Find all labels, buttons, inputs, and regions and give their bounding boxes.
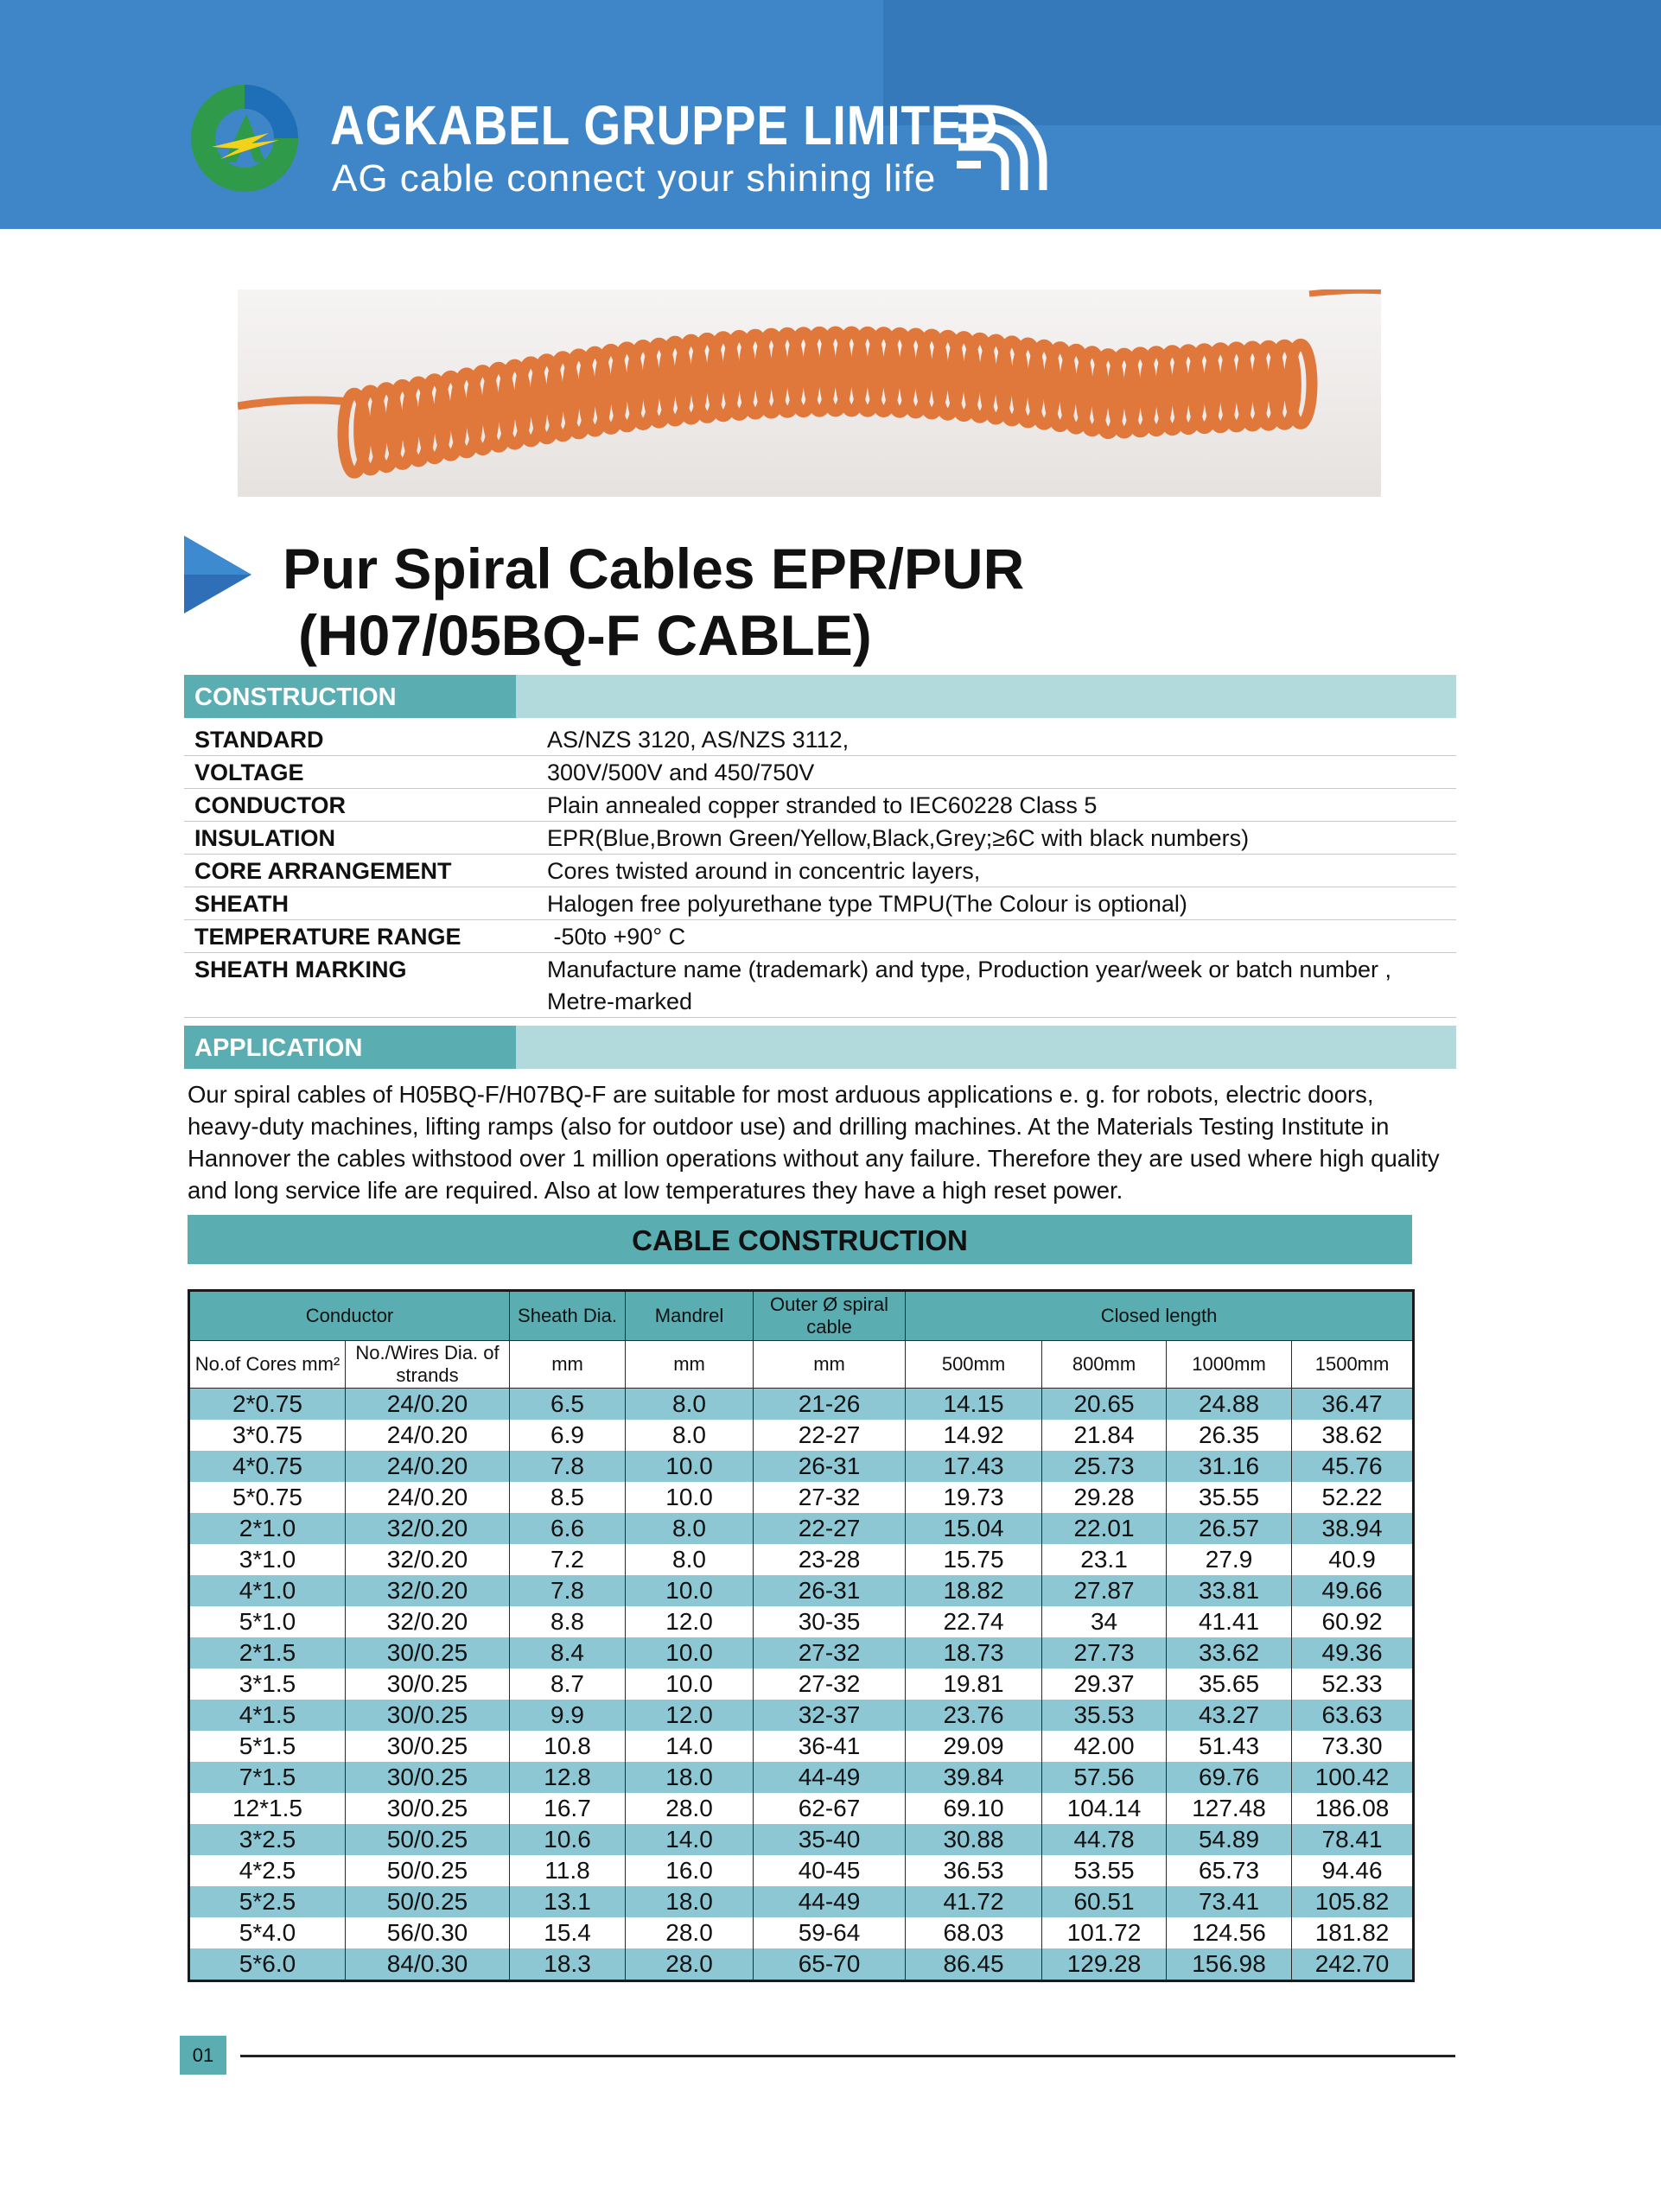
table-cell: 3*1.0 bbox=[189, 1544, 346, 1575]
table-row bbox=[189, 1669, 1414, 1700]
table-row bbox=[189, 1389, 1414, 1421]
table-cell: 43.27 bbox=[1167, 1700, 1292, 1731]
table-cell: 26.57 bbox=[1167, 1513, 1292, 1544]
table-row bbox=[189, 1855, 1414, 1886]
table-cell: 68.03 bbox=[906, 1917, 1042, 1948]
spec-row-sheath bbox=[184, 887, 1456, 920]
table-cell: 21-26 bbox=[754, 1389, 906, 1421]
table-cell: 7.8 bbox=[510, 1451, 626, 1482]
table-cell: 124.56 bbox=[1167, 1917, 1292, 1948]
table-cell: 28.0 bbox=[626, 1948, 754, 1981]
footer-rule bbox=[240, 2055, 1455, 2057]
table-cell: 5*1.0 bbox=[189, 1606, 346, 1637]
table-cell: 104.14 bbox=[1042, 1793, 1167, 1824]
spec-value: AS/NZS 3120, AS/NZS 3112, bbox=[547, 727, 850, 753]
signal-wave-icon bbox=[955, 102, 1050, 193]
spec-key: STANDARD bbox=[194, 727, 324, 753]
table-cell: 39.84 bbox=[906, 1762, 1042, 1793]
table-cell: 8.0 bbox=[626, 1389, 754, 1421]
table-cell: 5*2.5 bbox=[189, 1886, 346, 1917]
application-line: Our spiral cables of H05BQ-F/H07BQ-F are suitable for most arduous applications e. g. for robots, electric doors, bbox=[188, 1081, 1374, 1108]
table-cell: 7.2 bbox=[510, 1544, 626, 1575]
table-cell: 27-32 bbox=[754, 1669, 906, 1700]
table-cell: 24/0.20 bbox=[346, 1420, 510, 1451]
table-cell: 10.8 bbox=[510, 1731, 626, 1762]
header-unit-mm: mm bbox=[754, 1341, 906, 1389]
table-cell: 10.0 bbox=[626, 1482, 754, 1513]
page-title-line1: Pur Spiral Cables EPR/PUR bbox=[283, 537, 1025, 601]
table-cell: 8.8 bbox=[510, 1606, 626, 1637]
spec-value: EPR(Blue,Brown Green/Yellow,Black,Grey;≥6C with black numbers) bbox=[547, 825, 1250, 851]
table-cell: 127.48 bbox=[1167, 1793, 1292, 1824]
spec-value-continued: Metre-marked bbox=[547, 988, 693, 1014]
table-cell: 156.98 bbox=[1167, 1948, 1292, 1981]
header-wires-dia: No./Wires Dia. of strands bbox=[346, 1341, 510, 1389]
table-cell: 6.9 bbox=[510, 1420, 626, 1451]
table-cell: 186.08 bbox=[1292, 1793, 1414, 1824]
table-cell: 30-35 bbox=[754, 1606, 906, 1637]
header-1000mm: 1000mm bbox=[1167, 1341, 1292, 1389]
table-cell: 27.73 bbox=[1042, 1637, 1167, 1669]
table-cell: 78.41 bbox=[1292, 1824, 1414, 1855]
spiral-cable-photo bbox=[238, 289, 1381, 497]
table-cell: 8.0 bbox=[626, 1420, 754, 1451]
company-tagline: AG cable connect your shining life bbox=[332, 157, 937, 200]
table-cell: 8.0 bbox=[626, 1513, 754, 1544]
header-conductor: Conductor bbox=[189, 1291, 510, 1341]
table-cell: 54.89 bbox=[1167, 1824, 1292, 1855]
header-500mm: 500mm bbox=[906, 1341, 1042, 1389]
table-cell: 19.73 bbox=[906, 1482, 1042, 1513]
table-cell: 5*0.75 bbox=[189, 1482, 346, 1513]
application-line: and long service life are required. Also at low temperatures they have a high reset power. bbox=[188, 1177, 1123, 1204]
table-cell: 50/0.25 bbox=[346, 1824, 510, 1855]
table-cell: 16.7 bbox=[510, 1793, 626, 1824]
table-cell: 44-49 bbox=[754, 1886, 906, 1917]
table-row bbox=[189, 1917, 1414, 1948]
spec-key: CORE ARRANGEMENT bbox=[194, 858, 452, 884]
header-unit-mm: mm bbox=[510, 1341, 626, 1389]
table-cell: 26-31 bbox=[754, 1575, 906, 1606]
table-row bbox=[189, 1948, 1414, 1981]
table-header-row-1 bbox=[189, 1291, 1414, 1341]
table-cell: 30/0.25 bbox=[346, 1669, 510, 1700]
table-cell: 26-31 bbox=[754, 1451, 906, 1482]
table-cell: 22.74 bbox=[906, 1606, 1042, 1637]
spec-row-standard bbox=[184, 723, 1456, 756]
table-cell: 10.6 bbox=[510, 1824, 626, 1855]
application-section-bar bbox=[184, 1026, 1456, 1069]
table-cell: 32/0.20 bbox=[346, 1513, 510, 1544]
table-cell: 10.0 bbox=[626, 1575, 754, 1606]
table-cell: 11.8 bbox=[510, 1855, 626, 1886]
cable-construction-table bbox=[188, 1289, 1415, 1982]
header-unit-mm: mm bbox=[626, 1341, 754, 1389]
table-cell: 30/0.25 bbox=[346, 1700, 510, 1731]
header-no-of-cores: No.of Cores mm² bbox=[189, 1341, 346, 1389]
spec-row-voltage bbox=[184, 756, 1456, 789]
table-body bbox=[189, 1389, 1414, 1981]
table-cell: 5*1.5 bbox=[189, 1731, 346, 1762]
page-title-line2: (H07/05BQ-F CABLE) bbox=[298, 603, 872, 667]
table-cell: 35.53 bbox=[1042, 1700, 1167, 1731]
table-cell: 3*2.5 bbox=[189, 1824, 346, 1855]
table-cell: 22.01 bbox=[1042, 1513, 1167, 1544]
table-cell: 52.22 bbox=[1292, 1482, 1414, 1513]
table-cell: 73.41 bbox=[1167, 1886, 1292, 1917]
table-cell: 53.55 bbox=[1042, 1855, 1167, 1886]
table-cell: 26.35 bbox=[1167, 1420, 1292, 1451]
table-cell: 62-67 bbox=[754, 1793, 906, 1824]
table-cell: 2*1.5 bbox=[189, 1637, 346, 1669]
table-cell: 8.5 bbox=[510, 1482, 626, 1513]
table-cell: 16.0 bbox=[626, 1855, 754, 1886]
table-cell: 40.9 bbox=[1292, 1544, 1414, 1575]
spec-value: Manufacture name (trademark) and type, Production year/week or batch number , bbox=[547, 957, 1391, 982]
table-cell: 27.87 bbox=[1042, 1575, 1167, 1606]
table-cell: 44-49 bbox=[754, 1762, 906, 1793]
table-row bbox=[189, 1731, 1414, 1762]
title-arrow-icon bbox=[184, 536, 253, 613]
table-cell: 31.16 bbox=[1167, 1451, 1292, 1482]
table-cell: 2*1.0 bbox=[189, 1513, 346, 1544]
table-cell: 35-40 bbox=[754, 1824, 906, 1855]
table-cell: 34 bbox=[1042, 1606, 1167, 1637]
table-cell: 15.04 bbox=[906, 1513, 1042, 1544]
table-cell: 41.41 bbox=[1167, 1606, 1292, 1637]
table-cell: 57.56 bbox=[1042, 1762, 1167, 1793]
table-row bbox=[189, 1606, 1414, 1637]
table-cell: 15.75 bbox=[906, 1544, 1042, 1575]
table-cell: 38.62 bbox=[1292, 1420, 1414, 1451]
construction-section-bar bbox=[184, 675, 1456, 718]
table-row bbox=[189, 1420, 1414, 1451]
table-cell: 32/0.20 bbox=[346, 1544, 510, 1575]
table-cell: 42.00 bbox=[1042, 1731, 1167, 1762]
spec-value: Halogen free polyurethane type TMPU(The Colour is optional) bbox=[547, 891, 1187, 917]
table-cell: 23.76 bbox=[906, 1700, 1042, 1731]
table-cell: 69.76 bbox=[1167, 1762, 1292, 1793]
table-cell: 60.51 bbox=[1042, 1886, 1167, 1917]
table-cell: 49.36 bbox=[1292, 1637, 1414, 1669]
table-cell: 33.62 bbox=[1167, 1637, 1292, 1669]
table-cell: 4*0.75 bbox=[189, 1451, 346, 1482]
table-cell: 69.10 bbox=[906, 1793, 1042, 1824]
table-cell: 32/0.20 bbox=[346, 1606, 510, 1637]
table-cell: 14.0 bbox=[626, 1824, 754, 1855]
table-row bbox=[189, 1482, 1414, 1513]
table-cell: 105.82 bbox=[1292, 1886, 1414, 1917]
table-cell: 73.30 bbox=[1292, 1731, 1414, 1762]
spec-key: SHEATH MARKING bbox=[194, 957, 407, 982]
table-cell: 50/0.25 bbox=[346, 1855, 510, 1886]
table-cell: 30/0.25 bbox=[346, 1731, 510, 1762]
table-cell: 12.0 bbox=[626, 1606, 754, 1637]
table-cell: 242.70 bbox=[1292, 1948, 1414, 1981]
table-cell: 36.47 bbox=[1292, 1389, 1414, 1421]
table-cell: 18.0 bbox=[626, 1886, 754, 1917]
table-cell: 50/0.25 bbox=[346, 1886, 510, 1917]
construction-spec-list bbox=[184, 723, 1456, 1018]
header-closed-length: Closed length bbox=[906, 1291, 1414, 1341]
table-cell: 22-27 bbox=[754, 1513, 906, 1544]
table-cell: 18.0 bbox=[626, 1762, 754, 1793]
table-cell: 10.0 bbox=[626, 1451, 754, 1482]
table-cell: 38.94 bbox=[1292, 1513, 1414, 1544]
table-cell: 5*6.0 bbox=[189, 1948, 346, 1981]
table-cell: 25.73 bbox=[1042, 1451, 1167, 1482]
table-row bbox=[189, 1824, 1414, 1855]
spec-value: Plain annealed copper stranded to IEC60228 Class 5 bbox=[547, 792, 1098, 818]
table-cell: 18.73 bbox=[906, 1637, 1042, 1669]
table-cell: 2*0.75 bbox=[189, 1389, 346, 1421]
company-logo-icon bbox=[186, 79, 303, 197]
table-cell: 7.8 bbox=[510, 1575, 626, 1606]
table-cell: 20.65 bbox=[1042, 1389, 1167, 1421]
spec-key: TEMPERATURE RANGE bbox=[194, 924, 461, 950]
table-cell: 49.66 bbox=[1292, 1575, 1414, 1606]
spec-row-conductor bbox=[184, 789, 1456, 822]
table-cell: 23-28 bbox=[754, 1544, 906, 1575]
table-cell: 30/0.25 bbox=[346, 1793, 510, 1824]
header-800mm: 800mm bbox=[1042, 1341, 1167, 1389]
table-cell: 36.53 bbox=[906, 1855, 1042, 1886]
spec-row-core-arrangement bbox=[184, 855, 1456, 887]
table-cell: 18.3 bbox=[510, 1948, 626, 1981]
header-band bbox=[0, 0, 1661, 229]
table-cell: 17.43 bbox=[906, 1451, 1042, 1482]
header-outer-diameter: Outer Ø spiral cable bbox=[754, 1291, 906, 1341]
table-cell: 41.72 bbox=[906, 1886, 1042, 1917]
spec-key: VOLTAGE bbox=[194, 760, 304, 785]
table-row bbox=[189, 1513, 1414, 1544]
table-cell: 101.72 bbox=[1042, 1917, 1167, 1948]
table-cell: 15.4 bbox=[510, 1917, 626, 1948]
company-name: AGKABEL GRUPPE LIMITED bbox=[330, 94, 999, 156]
table-cell: 23.1 bbox=[1042, 1544, 1167, 1575]
table-cell: 10.0 bbox=[626, 1669, 754, 1700]
spec-key: INSULATION bbox=[194, 825, 335, 851]
table-cell: 32/0.20 bbox=[346, 1575, 510, 1606]
table-caption: CABLE CONSTRUCTION bbox=[188, 1215, 1412, 1264]
table-cell: 19.81 bbox=[906, 1669, 1042, 1700]
table-cell: 94.46 bbox=[1292, 1855, 1414, 1886]
table-cell: 30/0.25 bbox=[346, 1762, 510, 1793]
table-cell: 24/0.20 bbox=[346, 1389, 510, 1421]
table-cell: 29.28 bbox=[1042, 1482, 1167, 1513]
application-label: APPLICATION bbox=[184, 1026, 516, 1069]
table-cell: 14.0 bbox=[626, 1731, 754, 1762]
table-cell: 129.28 bbox=[1042, 1948, 1167, 1981]
table-cell: 40-45 bbox=[754, 1855, 906, 1886]
table-cell: 30/0.25 bbox=[346, 1637, 510, 1669]
table-cell: 30.88 bbox=[906, 1824, 1042, 1855]
table-cell: 27.9 bbox=[1167, 1544, 1292, 1575]
table-cell: 5*4.0 bbox=[189, 1917, 346, 1948]
table-cell: 12.8 bbox=[510, 1762, 626, 1793]
application-line: heavy-duty machines, lifting ramps (also for outdoor use) and drilling machines. At the Materials Testing Institute in bbox=[188, 1113, 1390, 1140]
table-cell: 4*2.5 bbox=[189, 1855, 346, 1886]
table-cell: 27-32 bbox=[754, 1482, 906, 1513]
table-cell: 35.65 bbox=[1167, 1669, 1292, 1700]
table-cell: 4*1.0 bbox=[189, 1575, 346, 1606]
spec-value: Cores twisted around in concentric layers, bbox=[547, 858, 981, 884]
spec-key: SHEATH bbox=[194, 891, 290, 917]
application-line: Hannover the cables withstood over 1 million operations without any failure. Therefore they are used where high quality bbox=[188, 1145, 1440, 1172]
spec-row-temperature-range bbox=[184, 920, 1456, 953]
application-paragraph bbox=[188, 1078, 1458, 1206]
table-row bbox=[189, 1793, 1414, 1824]
header-1500mm: 1500mm bbox=[1292, 1341, 1414, 1389]
table-cell: 84/0.30 bbox=[346, 1948, 510, 1981]
table-cell: 7*1.5 bbox=[189, 1762, 346, 1793]
table-cell: 52.33 bbox=[1292, 1669, 1414, 1700]
table-cell: 12.0 bbox=[626, 1700, 754, 1731]
table-row bbox=[189, 1700, 1414, 1731]
spec-row-sheath-marking bbox=[184, 953, 1456, 1018]
spec-value: -50to +90° C bbox=[547, 924, 686, 950]
table-cell: 181.82 bbox=[1292, 1917, 1414, 1948]
table-cell: 45.76 bbox=[1292, 1451, 1414, 1482]
header-mandrel: Mandrel bbox=[626, 1291, 754, 1341]
table-cell: 24/0.20 bbox=[346, 1451, 510, 1482]
header-sheath-dia: Sheath Dia. bbox=[510, 1291, 626, 1341]
table-cell: 8.4 bbox=[510, 1637, 626, 1669]
table-row bbox=[189, 1451, 1414, 1482]
table-cell: 65-70 bbox=[754, 1948, 906, 1981]
table-cell: 29.37 bbox=[1042, 1669, 1167, 1700]
table-cell: 29.09 bbox=[906, 1731, 1042, 1762]
spec-row-insulation bbox=[184, 822, 1456, 855]
table-row bbox=[189, 1575, 1414, 1606]
table-cell: 28.0 bbox=[626, 1793, 754, 1824]
table-cell: 8.7 bbox=[510, 1669, 626, 1700]
table-cell: 36-41 bbox=[754, 1731, 906, 1762]
table-cell: 21.84 bbox=[1042, 1420, 1167, 1451]
table-cell: 8.0 bbox=[626, 1544, 754, 1575]
table-cell: 22-27 bbox=[754, 1420, 906, 1451]
table-cell: 18.82 bbox=[906, 1575, 1042, 1606]
table-cell: 63.63 bbox=[1292, 1700, 1414, 1731]
table-cell: 24/0.20 bbox=[346, 1482, 510, 1513]
table-header-row-2 bbox=[189, 1341, 1414, 1389]
table-cell: 4*1.5 bbox=[189, 1700, 346, 1731]
table-cell: 56/0.30 bbox=[346, 1917, 510, 1948]
table-cell: 3*1.5 bbox=[189, 1669, 346, 1700]
table-cell: 35.55 bbox=[1167, 1482, 1292, 1513]
table-cell: 28.0 bbox=[626, 1917, 754, 1948]
table-row bbox=[189, 1762, 1414, 1793]
table-cell: 24.88 bbox=[1167, 1389, 1292, 1421]
table-cell: 33.81 bbox=[1167, 1575, 1292, 1606]
table-cell: 60.92 bbox=[1292, 1606, 1414, 1637]
table-cell: 9.9 bbox=[510, 1700, 626, 1731]
table-cell: 14.15 bbox=[906, 1389, 1042, 1421]
table-cell: 13.1 bbox=[510, 1886, 626, 1917]
table-cell: 32-37 bbox=[754, 1700, 906, 1731]
spec-value: 300V/500V and 450/750V bbox=[547, 760, 815, 785]
table-row bbox=[189, 1544, 1414, 1575]
table-cell: 6.5 bbox=[510, 1389, 626, 1421]
table-cell: 100.42 bbox=[1292, 1762, 1414, 1793]
table-cell: 14.92 bbox=[906, 1420, 1042, 1451]
table-cell: 10.0 bbox=[626, 1637, 754, 1669]
table-cell: 86.45 bbox=[906, 1948, 1042, 1981]
page-number: 01 bbox=[180, 2036, 226, 2075]
table-cell: 44.78 bbox=[1042, 1824, 1167, 1855]
table-row bbox=[189, 1886, 1414, 1917]
table-cell: 12*1.5 bbox=[189, 1793, 346, 1824]
table-cell: 27-32 bbox=[754, 1637, 906, 1669]
table-row bbox=[189, 1637, 1414, 1669]
spec-key: CONDUCTOR bbox=[194, 792, 346, 818]
construction-label: CONSTRUCTION bbox=[184, 675, 516, 718]
table-cell: 51.43 bbox=[1167, 1731, 1292, 1762]
table-cell: 3*0.75 bbox=[189, 1420, 346, 1451]
table-cell: 65.73 bbox=[1167, 1855, 1292, 1886]
table-cell: 59-64 bbox=[754, 1917, 906, 1948]
table-cell: 6.6 bbox=[510, 1513, 626, 1544]
